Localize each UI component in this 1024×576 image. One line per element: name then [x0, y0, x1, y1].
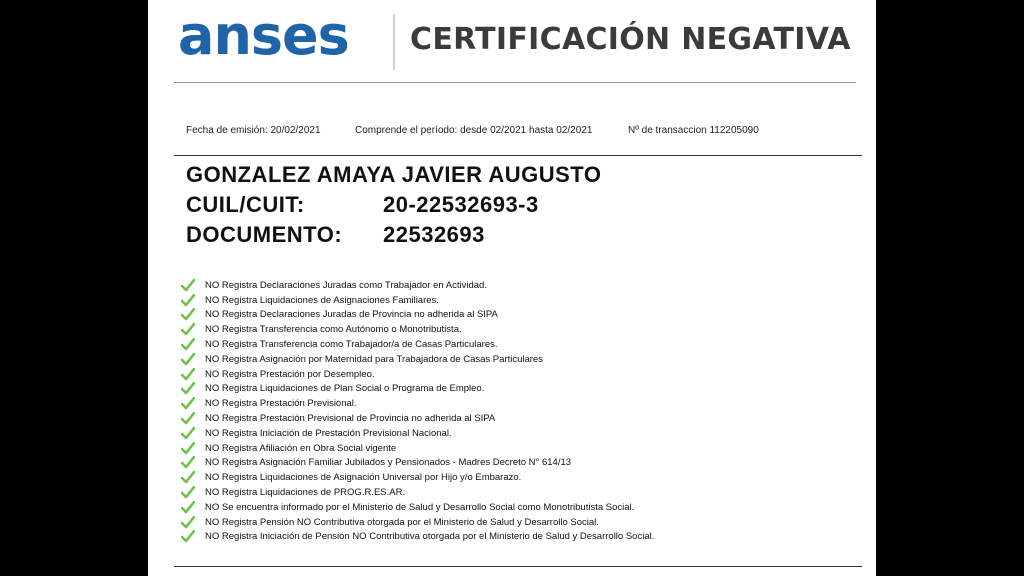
list-item-text: NO Registra Liquidaciones de PROG.R.ES.AR.: [205, 487, 406, 499]
list-item: [181, 322, 654, 337]
list-item: [181, 441, 654, 456]
list-item: [181, 396, 654, 411]
document-value: 22532693: [383, 222, 485, 247]
list-item: [181, 352, 654, 367]
check-icon: [181, 338, 195, 351]
period-range: Comprende el período: desde 02/2021 hasta 02/2021: [355, 125, 593, 136]
list-item-text: NO Registra Pensión NO Contributiva otorgada por el Ministerio de Salud y Desarrollo Social.: [205, 516, 599, 528]
footer-rule: [174, 566, 862, 567]
list-item: [181, 293, 654, 308]
list-item: [181, 485, 654, 500]
check-icon: [181, 323, 195, 336]
check-icon: [181, 397, 195, 410]
check-icon: [181, 412, 195, 425]
list-item: [181, 456, 654, 471]
list-item: [181, 278, 654, 293]
check-icon: [181, 279, 195, 292]
list-item: [181, 337, 654, 352]
list-item-text: NO Registra Prestación por Desempleo.: [205, 368, 375, 380]
meta-rule: [174, 155, 862, 156]
header-divider: [393, 14, 395, 70]
list-item: [181, 308, 654, 323]
list-item-text: NO Registra Iniciación de Pensión NO Contributiva otorgada por el Ministerio de Salud y Desarrollo Social.: [205, 531, 655, 543]
list-item: [181, 515, 654, 530]
list-item-text: NO Se encuentra informado por el Ministerio de Salud y Desarrollo Social como Monotributista Social.: [205, 501, 635, 513]
transaction-number: Nº de transaccion 112205090: [628, 125, 759, 136]
list-item: [181, 470, 654, 485]
certification-list: [181, 278, 654, 544]
list-item-text: NO Registra Asignación por Maternidad para Trabajadora de Casas Particulares: [205, 353, 543, 365]
list-item-text: NO Registra Prestación Previsional.: [205, 398, 357, 410]
list-item-text: NO Registra Asignación Familiar Jubilados y Pensionados - Madres Decreto N° 614/13: [205, 457, 572, 469]
list-item-text: NO Registra Transferencia como Autónomo o Monotributista.: [205, 324, 462, 336]
check-icon: [181, 501, 195, 514]
check-icon: [181, 442, 195, 455]
person-name: GONZALEZ AMAYA JAVIER AUGUSTO: [186, 162, 602, 187]
document-title: CERTIFICACIÓN NEGATIVA: [410, 22, 851, 57]
list-item-text: NO Registra Declaraciones Juradas como Trabajador en Actividad.: [205, 279, 487, 291]
check-icon: [181, 530, 195, 543]
check-icon: [181, 382, 195, 395]
list-item: [181, 500, 654, 515]
check-icon: [181, 294, 195, 307]
cuil-value: 20-22532693-3: [383, 192, 539, 217]
cuil-label: CUIL/CUIT:: [186, 192, 305, 217]
check-icon: [181, 308, 195, 321]
list-item: [181, 367, 654, 382]
check-icon: [181, 471, 195, 484]
check-icon: [181, 486, 195, 499]
list-item-text: NO Registra Iniciación de Prestación Previsional Nacional.: [205, 427, 452, 439]
check-icon: [181, 456, 195, 469]
document-label: DOCUMENTO:: [186, 222, 343, 247]
anses-logo: anses: [178, 4, 349, 67]
list-item-text: NO Registra Declaraciones Juradas de Provincia no adherida al SIPA: [205, 309, 498, 321]
list-item: [181, 426, 654, 441]
list-item-text: NO Registra Liquidaciones de Plan Social o Programa de Empleo.: [205, 383, 485, 395]
emission-date: Fecha de emisión: 20/02/2021: [186, 125, 321, 136]
list-item: [181, 530, 654, 545]
list-item: [181, 382, 654, 397]
list-item-text: NO Registra Transferencia como Trabajador/a de Casas Particulares.: [205, 339, 498, 351]
list-item-text: NO Registra Prestación Previsional de Provincia no adherida al SIPA: [205, 413, 496, 425]
list-item: [181, 411, 654, 426]
list-item-text: NO Registra Liquidaciones de Asignaciones Familiares.: [205, 294, 439, 306]
list-item-text: NO Registra Liquidaciones de Asignación Universal por Hijo y/o Embarazo.: [205, 472, 522, 484]
list-item-text: NO Registra Afiliación en Obra Social vigente: [205, 442, 397, 454]
check-icon: [181, 353, 195, 366]
check-icon: [181, 368, 195, 381]
check-icon: [181, 427, 195, 440]
check-icon: [181, 516, 195, 529]
certificate-page: [148, 0, 876, 576]
header-rule: [174, 82, 856, 83]
